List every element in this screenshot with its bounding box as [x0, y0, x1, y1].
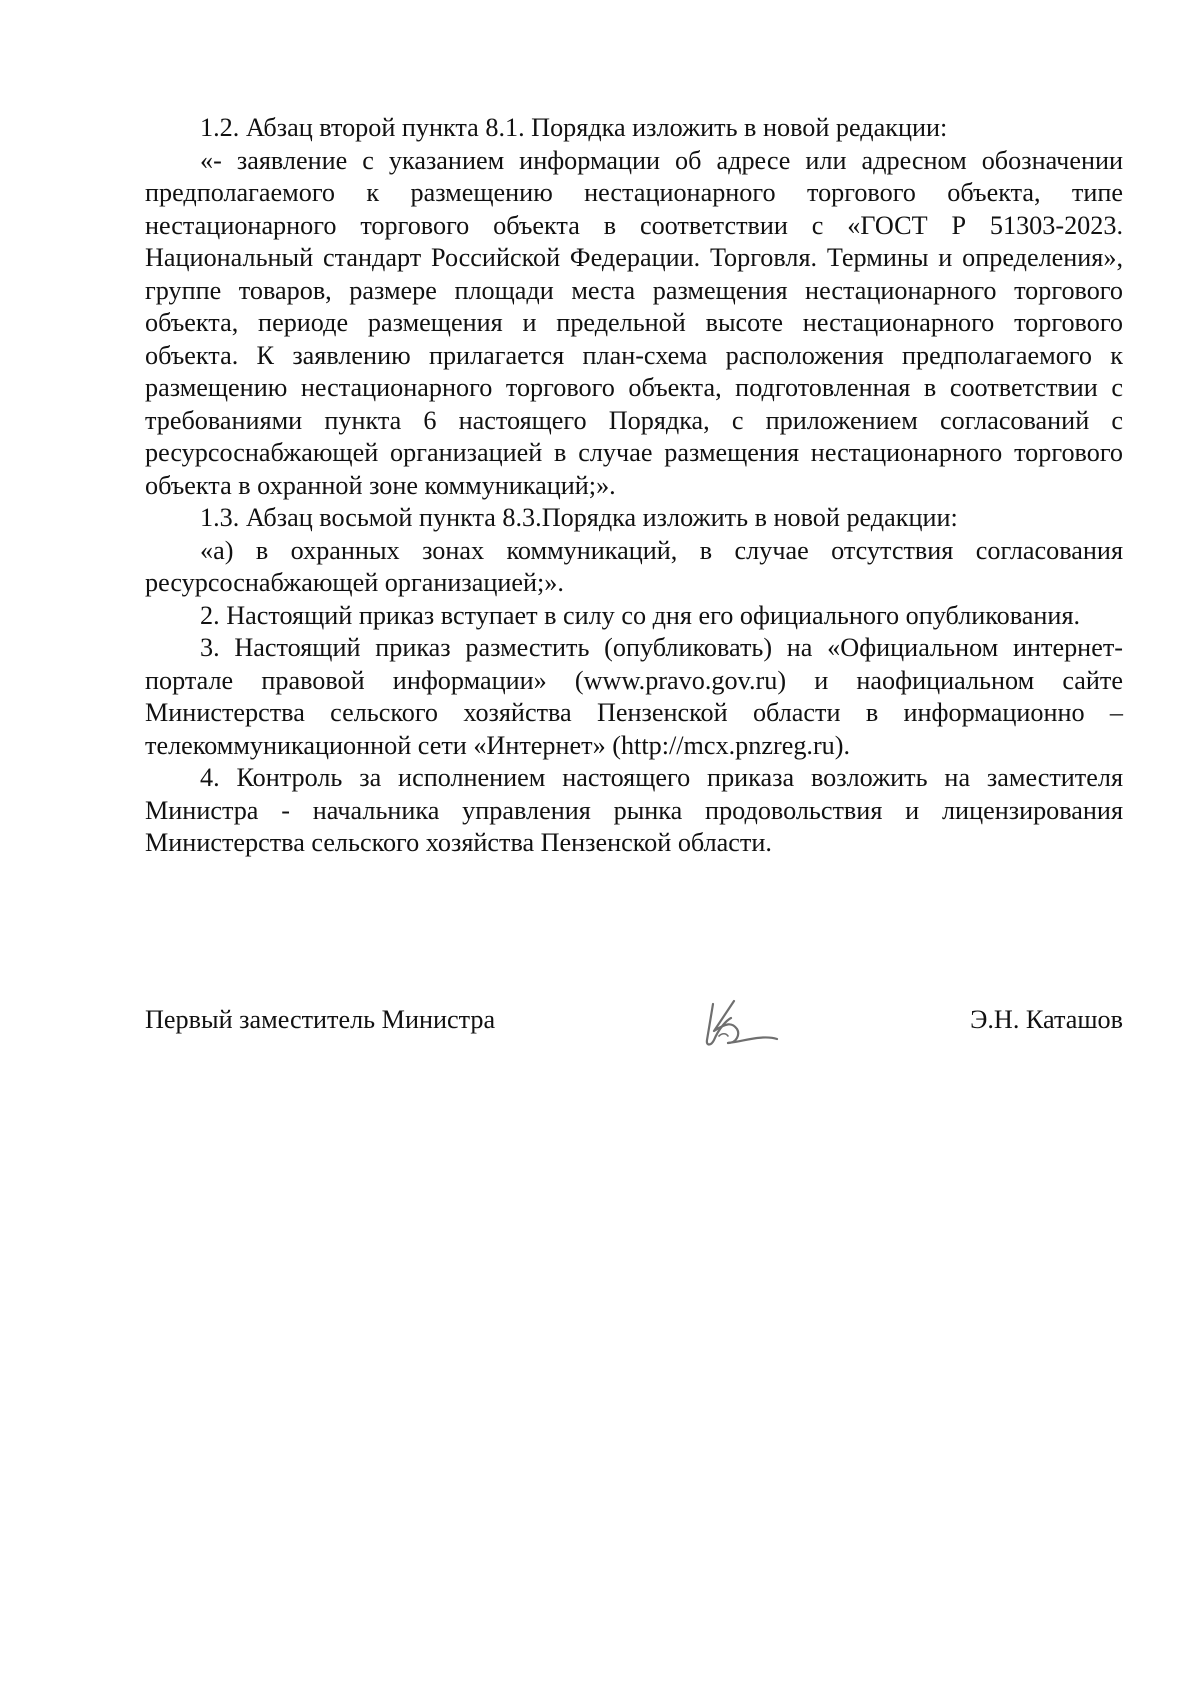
paragraph-3: 3. Настоящий приказ разместить (опубликовать) на «Официальном интернет-портале правовой информации» (www.pravo.gov.ru) и наофициальном сайте Министерства сельского хозяйства Пензенской области в информационно – телекоммуникационной сети «Интернет» (http://mcx.pnzreg.ru). [145, 633, 1123, 760]
signer-name: Э.Н. Каташов [970, 1005, 1123, 1034]
signer-title: Первый заместитель Министра [145, 1005, 496, 1034]
signature-row [145, 1004, 1123, 1064]
paragraph-4: 4. Контроль за исполнением настоящего приказа возложить на заместителя Министра - начальника управления рынка продовольствия и лицензирования Министерства сельского хозяйства Пензенской области. [145, 763, 1123, 857]
paragraph-1-2-text: «- заявление с указанием информации об адресе или адресном обозначении предполагаемого к размещению нестационарного торгового объекта, типе нестационарного торгового объекта в соответствии с «ГОСТ Р 51303-2023. Национальный стандарт Российской Федерации. Торговля. Термины и определения», группе товаров, размере площади места размещения нестационарного торгового объекта, периоде размещения и предельной высоте нестационарного торгового объекта. К заявлению прилагается план-схема расположения предполагаемого к размещению нестационарного торгового объекта, подготовленная в соответствии с требованиями пункта 6 настоящего Порядка, с приложением согласований с ресурсоснабжающей организацией в случае размещения нестационарного торгового объекта в охранной зоне коммуникаций;». [145, 145, 1123, 500]
document-body [145, 112, 1123, 860]
paragraph-1-3-text: «а) в охранных зонах коммуникаций, в случае отсутствия согласования ресурсоснабжающей организацией;». [145, 535, 1123, 597]
paragraph-1-2: 1.2. Абзац второй пункта 8.1. Порядка изложить в новой редакции: [200, 113, 948, 142]
paragraph-1-3: 1.3. Абзац восьмой пункта 8.3.Порядка изложить в новой редакции: [200, 503, 958, 532]
paragraph-2: 2. Настоящий приказ вступает в силу со дня его официального опубликования. [200, 600, 1081, 630]
handwritten-signature-icon [693, 998, 803, 1054]
